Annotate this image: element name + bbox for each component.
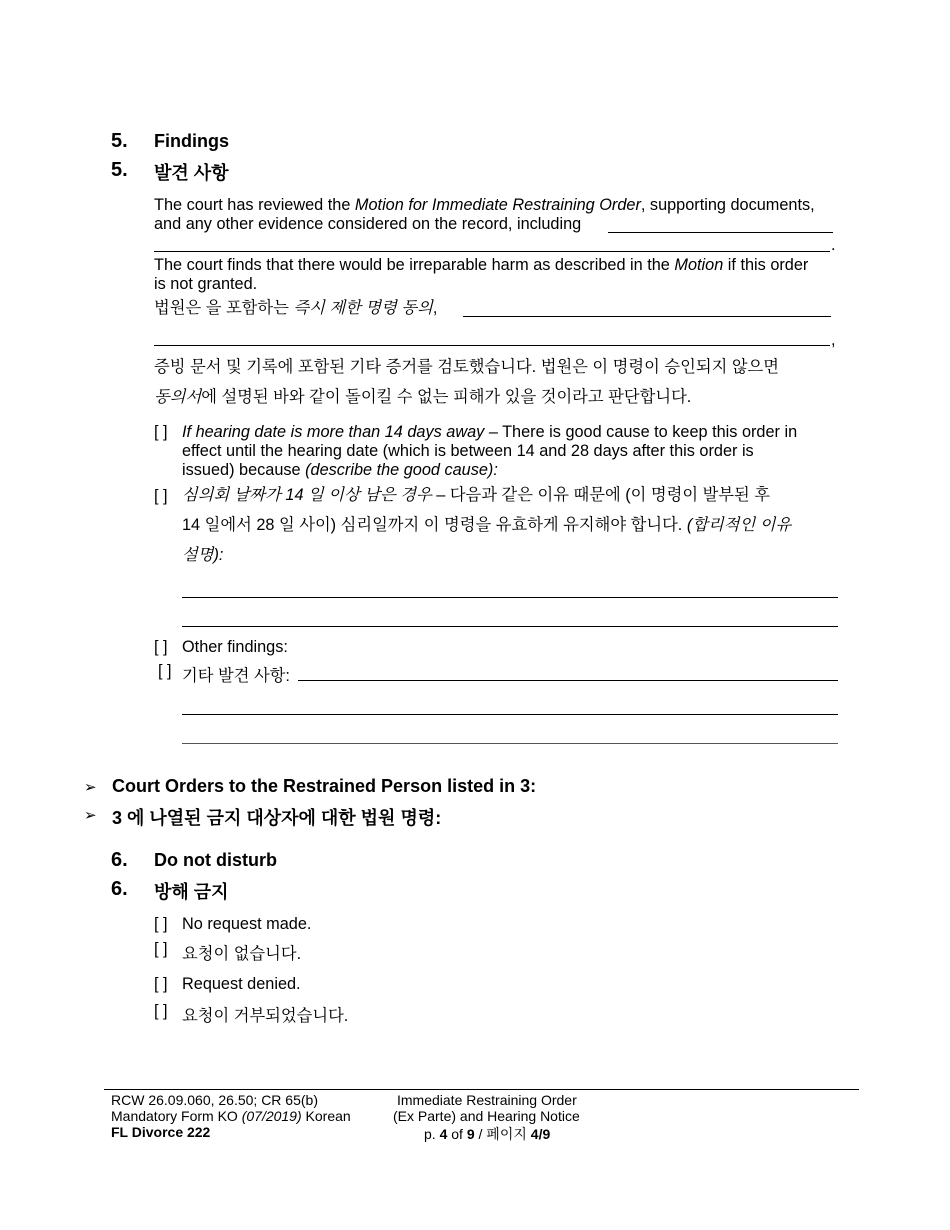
ko-hearing-line-2: 14 일에서 28 일 사이) 심리일까지 이 명령을 유효하게 유지해야 합니다. (합리적인 이유	[182, 516, 792, 534]
hearing-line-3: issued) because (describe the good cause):	[182, 461, 498, 479]
footer-page-number: p. 4 of 9 / 페이지 4/9	[424, 1126, 551, 1142]
hearing-line-2: effect until the hearing date (which is between 14 and 28 days after this order is	[182, 442, 754, 460]
comma: ,	[831, 331, 836, 349]
reviewed-line-2: and any other evidence considered on the record, including	[154, 215, 582, 233]
reviewed-line-1: The court has reviewed the Motion for Immediate Restraining Order, supporting documents,	[154, 196, 815, 214]
ko-denied-checkbox[interactable]: [ ]	[154, 1002, 168, 1020]
section-6-title-ko: 방해 금지	[154, 882, 229, 902]
hearing-line-1: If hearing date is more than 14 days away – There is good cause to keep this order in	[182, 423, 798, 441]
footer-title-2: (Ex Parte) and Hearing Notice	[393, 1108, 580, 1124]
ko-no-request-checkbox[interactable]: [ ]	[154, 940, 168, 958]
ko-review-line: 법원은 을 포함하는 즉시 제한 명령 동의,	[154, 299, 438, 317]
good-cause-blank-1[interactable]	[182, 597, 838, 598]
orders-heading-ko: 3 에 나열된 금지 대상자에 대한 법원 명령:	[112, 808, 442, 828]
evidence-blank-1[interactable]	[608, 232, 833, 233]
denied-checkbox[interactable]: [ ]	[154, 975, 168, 993]
section-6-title: Do not disturb	[154, 850, 277, 870]
harm-line-1: The court finds that there would be irreparable harm as described in the Motion if this order	[154, 256, 809, 274]
ko-para-line-2: 동의서에 설명된 바와 같이 돌이킬 수 없는 피해가 있을 것이라고 판단합니다.	[154, 388, 692, 406]
ko-hearing-checkbox[interactable]: [ ]	[154, 487, 168, 505]
hearing-checkbox[interactable]: [ ]	[154, 423, 168, 441]
footer-title-1: Immediate Restraining Order	[397, 1092, 577, 1108]
ko-other-findings-label: 기타 발견 사항:	[182, 667, 290, 685]
section-5-title-ko: 발견 사항	[154, 163, 229, 183]
footer-form-id: FL Divorce 222	[111, 1124, 211, 1140]
arrow-bullet-icon: ➢	[84, 807, 97, 824]
no-request-checkbox[interactable]: [ ]	[154, 915, 168, 933]
footer-left	[111, 1092, 351, 1140]
good-cause-blank-2[interactable]	[182, 626, 838, 627]
evidence-blank-2[interactable]	[154, 251, 830, 252]
other-findings-blank-1[interactable]	[298, 680, 838, 681]
section-6-number-ko: 6.	[111, 878, 128, 900]
section-5-number: 5.	[111, 130, 128, 152]
other-findings-label: Other findings:	[182, 638, 288, 656]
ko-other-findings-checkbox[interactable]: [ ]	[158, 662, 172, 680]
section-6-number: 6.	[111, 849, 128, 871]
ko-evidence-blank-1[interactable]	[463, 316, 831, 317]
ko-denied-label: 요청이 거부되었습니다.	[182, 1007, 349, 1025]
footer-doc-title	[393, 1092, 580, 1142]
ko-evidence-blank-2[interactable]	[154, 345, 830, 346]
arrow-bullet-icon: ➢	[84, 779, 97, 796]
period: .	[831, 236, 836, 254]
ko-no-request-label: 요청이 없습니다.	[182, 945, 302, 963]
orders-heading: Court Orders to the Restrained Person listed in 3:	[112, 776, 537, 796]
harm-line-2: is not granted.	[154, 275, 258, 293]
other-findings-checkbox[interactable]: [ ]	[154, 638, 168, 656]
ko-para-line-1: 증빙 문서 및 기록에 포함된 기타 증거를 검토했습니다. 법원은 이 명령이 승인되지 않으면	[154, 358, 780, 376]
other-findings-blank-2[interactable]	[182, 714, 838, 715]
footer-rule	[104, 1089, 859, 1090]
ko-hearing-line-3: 설명):	[182, 546, 224, 564]
section-5-title: Findings	[154, 131, 229, 151]
section-5-number-ko: 5.	[111, 159, 128, 181]
footer-mandatory: Mandatory Form KO (07/2019) Korean	[111, 1108, 351, 1124]
ko-hearing-line-1: 심의회 날짜가 14 일 이상 남은 경우 – 다음과 같은 이유 때문에 (이 명령이 발부된 후	[182, 486, 771, 504]
denied-label: Request denied.	[182, 975, 301, 993]
footer-rcw: RCW 26.09.060, 26.50; CR 65(b)	[111, 1092, 318, 1108]
other-findings-blank-3[interactable]	[182, 743, 838, 744]
no-request-label: No request made.	[182, 915, 312, 933]
